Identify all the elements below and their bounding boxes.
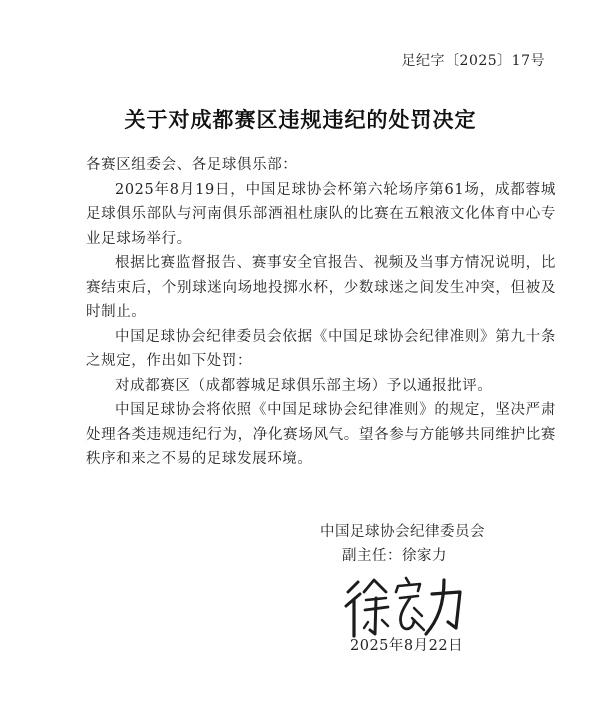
document-number: 足纪字〔2025〕17号: [401, 53, 545, 69]
signature-person: 副主任：徐家力: [342, 548, 447, 564]
paragraph-incident: 2025年8月19日，中国足球协会杯第六轮场序第61场，成都蓉城足球俱乐部队与河南俱乐部酒祖杜康队的比赛在五粮液文化体育中心专业足球场举行。: [86, 181, 556, 247]
paragraph-closing: 中国足球协会将依照《中国足球协会纪律准则》的规定，坚决严肃处理各类违规违纪行为，净化赛场风气。望各参与方能够共同维护比赛秩序和来之不易的足球发展环境。: [86, 402, 556, 467]
salutation: 各赛区组委会、各足球俱乐部：: [86, 157, 298, 173]
paragraph-basis: 中国足球协会纪律委员会依据《中国足球协会纪律准则》第九十条之规定，作出如下处罚：: [86, 328, 556, 369]
signature-organization: 中国足球协会纪律委员会: [320, 524, 485, 540]
paragraph-penalty: 对成都赛区（成都蓉城足球俱乐部主场）予以通报批评。: [115, 377, 493, 394]
document-body: [86, 153, 556, 472]
signature-date: 2025年8月22日: [350, 638, 464, 654]
paragraph-findings: 根据比赛监督报告、赛事安全官报告、视频及当事方情况说明，比赛结束后，个别球迷向场地投掷水杯，少数球迷之间发生冲突，但被及时制止。: [86, 255, 556, 320]
document-title: 关于对成都赛区违规违纪的处罚决定: [124, 107, 477, 132]
